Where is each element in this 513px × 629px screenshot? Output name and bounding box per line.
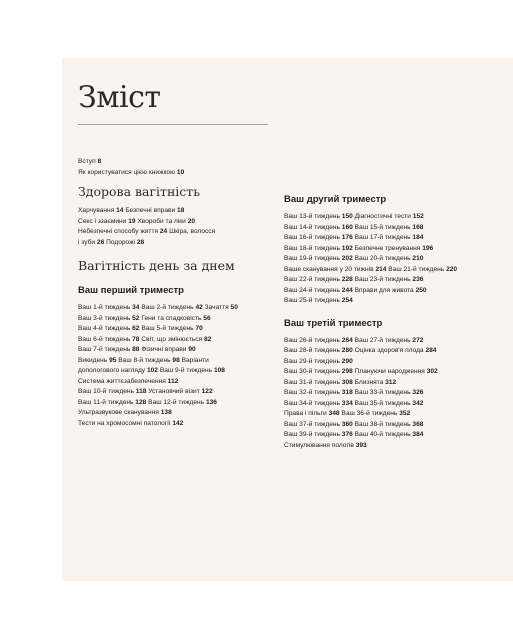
toc-line bbox=[284, 244, 484, 255]
toc-line bbox=[78, 335, 268, 346]
toc-page-number: 88 bbox=[132, 346, 140, 353]
toc-line bbox=[78, 157, 268, 168]
toc-entry-title: Ваш 37-й тиждень bbox=[284, 420, 340, 428]
toc-line bbox=[284, 420, 484, 431]
toc-line bbox=[284, 430, 484, 441]
toc-entry-title: Ваш 40-й тиждень bbox=[354, 431, 411, 438]
toc-page-number: 122 bbox=[201, 388, 213, 395]
toc-line bbox=[78, 217, 268, 228]
toc-page-number: 50 bbox=[230, 304, 238, 311]
toc-page-number: 308 bbox=[341, 378, 353, 386]
healthy-pregnancy-list bbox=[78, 206, 268, 248]
toc-entry-title: Права і пільги bbox=[284, 410, 327, 417]
toc-line bbox=[78, 206, 268, 217]
toc-entry-title: Система життєзабезпечення bbox=[78, 377, 166, 385]
toc-page-number: 184 bbox=[412, 234, 424, 241]
toc-entry-title: Установчий візит bbox=[148, 388, 200, 395]
toc-page-number: 214 bbox=[375, 265, 387, 273]
toc-entry-title: Світ, що змінюється bbox=[141, 335, 203, 343]
trimester-heading-first: Ваш перший триместр bbox=[78, 285, 184, 296]
toc-entry-title: Варіанти bbox=[181, 356, 209, 364]
toc-line bbox=[78, 366, 268, 377]
toc-entry-title: Ваш 21-й тиждень bbox=[388, 265, 445, 273]
toc-page-number: 18 bbox=[177, 207, 185, 214]
toc-page-number: 244 bbox=[341, 286, 353, 294]
toc-page-number: 8 bbox=[97, 158, 102, 165]
trimester-heading-second: Ваш другий триместр bbox=[284, 194, 387, 205]
toc-line bbox=[284, 233, 484, 244]
toc-page-number: 14 bbox=[116, 207, 124, 214]
toc-page-number: 196 bbox=[422, 244, 434, 252]
toc-page-number: 360 bbox=[341, 420, 353, 428]
toc-page-number: 352 bbox=[399, 410, 411, 417]
toc-page-number: 112 bbox=[167, 377, 179, 385]
toc-entry-title: Ваш 34-й тиждень bbox=[284, 399, 340, 407]
toc-page-number: 236 bbox=[412, 276, 424, 283]
toc-page-number: 192 bbox=[341, 244, 353, 252]
toc-page-number: 264 bbox=[341, 336, 353, 344]
toc-page-number: 302 bbox=[426, 368, 438, 375]
toc-page-number: 342 bbox=[412, 399, 424, 407]
toc-page-number: 90 bbox=[188, 346, 196, 353]
toc-page-number: 118 bbox=[135, 388, 147, 395]
toc-line bbox=[284, 378, 484, 389]
toc-entry-title: Ультразвукове сканування bbox=[78, 409, 159, 416]
toc-entry-title: Ваш 4-й тиждень bbox=[78, 325, 131, 332]
toc-entry-title: Ваш 31-й тиждень bbox=[284, 378, 340, 386]
toc-left-column bbox=[78, 157, 268, 429]
toc-line bbox=[284, 441, 484, 452]
toc-page-number: 42 bbox=[195, 304, 203, 311]
toc-page-number: 52 bbox=[132, 314, 140, 322]
toc-page-number: 95 bbox=[109, 356, 117, 364]
toc-line bbox=[78, 324, 268, 335]
toc-line bbox=[78, 227, 268, 238]
toc-entry-title: Ваш 1-й тиждень bbox=[78, 304, 131, 311]
section-heading-day-by-day: Вагітність день за днем bbox=[78, 258, 235, 273]
toc-page-number: 284 bbox=[425, 347, 437, 354]
toc-entry-title: Небезпечні способу життя bbox=[78, 228, 159, 235]
toc-line bbox=[284, 346, 484, 357]
toc-page-number: 28 bbox=[136, 238, 145, 246]
toc-entry-title: допологового нагляду bbox=[78, 367, 146, 374]
toc-page-number: 210 bbox=[412, 255, 424, 262]
toc-line bbox=[284, 275, 484, 286]
toc-page-number: 393 bbox=[355, 441, 367, 449]
toc-line bbox=[284, 254, 484, 265]
toc-entry-title: і зуби bbox=[78, 238, 96, 246]
toc-entry-title: Ваш 29-й тиждень bbox=[284, 357, 340, 365]
toc-entry-title: Гени та спадковість bbox=[141, 314, 202, 322]
toc-entry-title: Ваш 10-й тиждень bbox=[78, 388, 134, 395]
toc-line bbox=[284, 265, 484, 276]
toc-line bbox=[78, 419, 268, 430]
toc-page-number: 318 bbox=[341, 389, 353, 396]
toc-page-number: 298 bbox=[341, 368, 353, 375]
toc-page-number: 56 bbox=[203, 314, 211, 322]
toc-entry-title: Ваше сканування у 20 тижнів bbox=[284, 265, 374, 273]
toc-entry-title: Тести на хромосомні патології bbox=[78, 419, 171, 427]
toc-entry-title: Ваш 9-й тиждень bbox=[159, 367, 213, 374]
toc-entry-title: Безпечне тренування bbox=[354, 244, 421, 252]
toc-line bbox=[284, 212, 484, 223]
toc-entry-title: Ваш 3-й тиждень bbox=[78, 314, 131, 322]
toc-page-number: 254 bbox=[341, 297, 353, 304]
toc-entry-title: Ваш 24-й тиждень bbox=[284, 286, 340, 294]
toc-page-number: 334 bbox=[341, 399, 353, 407]
toc-entry-title: Вправи для живота bbox=[354, 286, 414, 294]
toc-entry-title: Оцінка здоров'я плода bbox=[354, 347, 424, 354]
toc-page-number: 220 bbox=[446, 265, 458, 273]
toc-line bbox=[78, 398, 268, 409]
toc-line bbox=[284, 409, 484, 420]
toc-entry-title: Ваш 38-й тиждень bbox=[354, 420, 411, 428]
toc-line bbox=[78, 168, 268, 179]
toc-page-number: 62 bbox=[132, 325, 140, 332]
toc-entry-title: Ваш 7-й тиждень bbox=[78, 346, 131, 353]
toc-entry-title: Близнята bbox=[354, 378, 384, 386]
toc-page-number: 280 bbox=[341, 347, 353, 354]
toc-entry-title: Ваш 28-й тиждень bbox=[284, 347, 340, 354]
toc-page-number: 384 bbox=[412, 431, 424, 438]
toc-line bbox=[78, 408, 268, 419]
toc-page-number: 138 bbox=[160, 409, 172, 416]
toc-page-number: 128 bbox=[135, 398, 147, 406]
toc-page-number: 10 bbox=[176, 168, 185, 176]
toc-entry-title: Ваш 11-й тиждень bbox=[78, 398, 134, 406]
toc-line bbox=[78, 377, 268, 388]
toc-page-number: 160 bbox=[341, 223, 353, 231]
toc-page-number: 326 bbox=[412, 389, 424, 396]
toc-page-number: 368 bbox=[412, 420, 424, 428]
toc-page-number: 250 bbox=[415, 286, 427, 294]
toc-line bbox=[284, 223, 484, 234]
toc-page-number: 168 bbox=[412, 223, 424, 231]
toc-page-number: 24 bbox=[159, 228, 168, 235]
toc-entry-title: Ваш 19-й тиждень bbox=[284, 255, 340, 262]
toc-entry-title: Ваш 22-й тиждень bbox=[284, 276, 340, 283]
toc-line bbox=[284, 399, 484, 410]
toc-page-number: 78 bbox=[132, 335, 140, 343]
toc-page-number: 290 bbox=[341, 357, 353, 365]
toc-entry-title: Зачаття bbox=[204, 304, 229, 311]
toc-entry-title: Ваш 17-й тиждень bbox=[354, 234, 411, 241]
toc-page-number: 228 bbox=[341, 276, 353, 283]
toc-entry-title: Ваш 12-й тиждень bbox=[148, 398, 205, 406]
toc-page-number: 20 bbox=[187, 217, 196, 225]
trimester-heading-third: Ваш третій триместр bbox=[284, 317, 383, 329]
toc-entry-title: Ваш 13-й тиждень bbox=[284, 213, 340, 220]
toc-line bbox=[284, 296, 484, 307]
toc-entry-title: Безпечні вправи bbox=[125, 207, 176, 214]
toc-entry-title: Ваш 35-й тиждень bbox=[354, 399, 411, 407]
toc-entry-title: Ваш 23-й тиждень bbox=[354, 276, 411, 283]
toc-entry-title: Ваш 30-й тиждень bbox=[284, 368, 340, 375]
toc-entry-title: Вступ bbox=[78, 158, 96, 165]
second-trimester-list bbox=[284, 212, 484, 307]
toc-entry-title: Ваш 18-й тиждень bbox=[284, 244, 340, 252]
section-heading-healthy-pregnancy: Здорова вагітність bbox=[78, 184, 201, 199]
toc-line bbox=[78, 356, 268, 367]
toc-entry-title: Викидень bbox=[78, 356, 108, 364]
toc-entry-title: Ваш 5-й тиждень bbox=[141, 325, 194, 332]
toc-line bbox=[284, 286, 484, 297]
toc-page-number: 142 bbox=[172, 419, 184, 427]
toc-line bbox=[78, 387, 268, 398]
toc-entry-title: Плануючи народження bbox=[354, 368, 425, 375]
toc-line bbox=[284, 336, 484, 347]
toc-line bbox=[284, 388, 484, 399]
toc-entry-title: Ваш 2-й тиждень bbox=[141, 304, 194, 311]
toc-page-number: 70 bbox=[195, 325, 203, 332]
toc-line bbox=[78, 314, 268, 325]
toc-page-number: 272 bbox=[412, 336, 424, 344]
toc-entry-title: Секс і ззаємини bbox=[78, 217, 127, 225]
toc-entry-title: Ваш 33-й тиждень bbox=[354, 389, 411, 396]
toc-page-number: 108 bbox=[213, 367, 225, 374]
toc-entry-title: Ваш 14-й тиждень bbox=[284, 223, 340, 231]
toc-page-number: 34 bbox=[132, 304, 140, 311]
toc-page-number: 152 bbox=[412, 213, 424, 220]
toc-page-number: 102 bbox=[146, 367, 158, 374]
toc-page-number: 176 bbox=[341, 234, 353, 241]
toc-entry-title: Ваш 32-й тиждень bbox=[284, 389, 340, 396]
toc-entry-title: Ваш 25-й тиждень bbox=[284, 297, 340, 304]
title-divider bbox=[78, 124, 268, 125]
toc-line bbox=[78, 303, 268, 314]
toc-line bbox=[284, 357, 484, 368]
toc-line bbox=[78, 238, 268, 249]
toc-page-number: 312 bbox=[385, 378, 397, 386]
first-trimester-list bbox=[78, 303, 268, 429]
toc-entry-title: Шкіра, волосся bbox=[169, 228, 216, 235]
toc-entry-title: Ваш 15-й тиждень bbox=[354, 223, 411, 231]
toc-page-number: 150 bbox=[341, 213, 353, 220]
page-title: Зміст bbox=[78, 80, 161, 115]
intro-list bbox=[78, 157, 268, 178]
toc-entry-title: Ваш 8-й тиждень bbox=[118, 356, 171, 364]
toc-entry-title: Стимулювання пологів bbox=[284, 441, 354, 449]
toc-entry-title: Ваш 27-й тиждень bbox=[354, 336, 411, 344]
toc-entry-title: Як користуватися цією книжкою bbox=[78, 168, 176, 176]
toc-line bbox=[284, 367, 484, 378]
third-trimester-list bbox=[284, 336, 484, 452]
toc-entry-title: Харчування bbox=[78, 207, 115, 214]
toc-entry-title: Фізичні вправи bbox=[141, 346, 187, 353]
toc-entry-title: Ваш 26-й тиждень bbox=[284, 336, 340, 344]
toc-entry-title: Подорожі bbox=[106, 238, 136, 246]
toc-line bbox=[78, 345, 268, 356]
toc-page-number: 82 bbox=[203, 335, 212, 343]
toc-page-number: 202 bbox=[341, 255, 353, 262]
toc-page-number: 348 bbox=[328, 410, 340, 417]
toc-entry-title: Ваш 16-й тиждень bbox=[284, 234, 340, 241]
toc-page-number: 26 bbox=[96, 238, 105, 246]
toc-page-number: 19 bbox=[128, 217, 136, 225]
toc-page-number: 376 bbox=[341, 431, 353, 438]
toc-page-number: 136 bbox=[205, 398, 217, 406]
toc-entry-title: Хвороби та ліки bbox=[137, 217, 186, 225]
toc-right-column bbox=[284, 193, 484, 451]
toc-entry-title: Ваш 20-й тиждень bbox=[354, 255, 411, 262]
toc-page-number: 98 bbox=[172, 356, 180, 364]
toc-entry-title: Діагностичні тести bbox=[354, 213, 411, 220]
toc-entry-title: Ваш 36-й тиждень bbox=[341, 410, 398, 417]
toc-entry-title: Ваш 39-й тиждень bbox=[284, 431, 340, 438]
toc-entry-title: Ваш 6-й тиждень bbox=[78, 335, 131, 343]
